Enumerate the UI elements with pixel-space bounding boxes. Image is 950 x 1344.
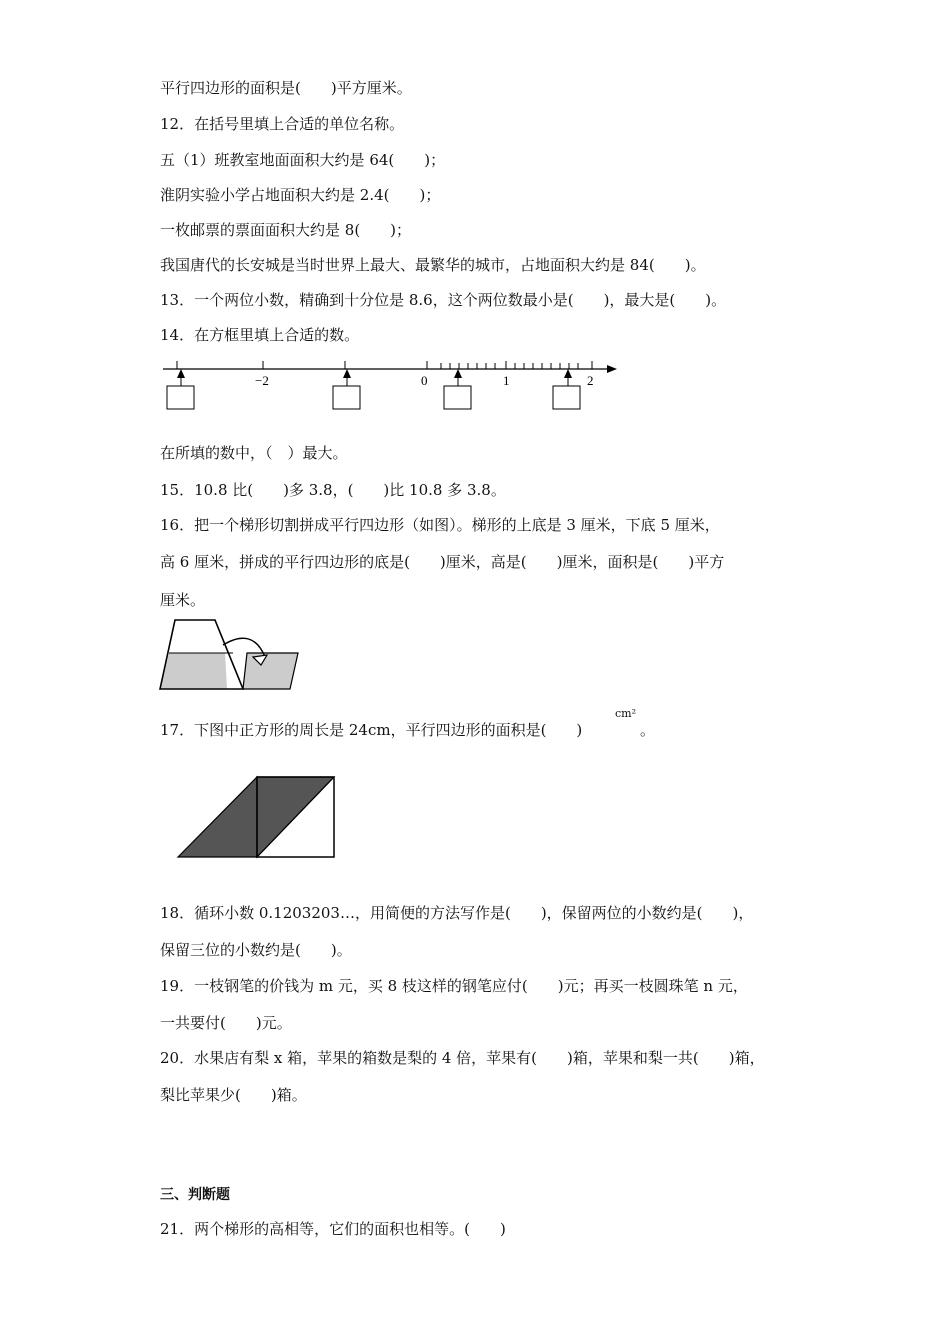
- q12-stem: 12．在括号里填上合适的单位名称。: [160, 115, 405, 133]
- q14-tail: 在所填的数中，（ ）最大。: [160, 444, 348, 462]
- q18-line-2: 保留三位的小数约是( )。: [160, 941, 352, 959]
- q15: 15．10.8 比( )多 3.8，( )比 10.8 多 3.8。: [160, 481, 506, 499]
- q14-stem: 14．在方框里填上合适的数。: [160, 326, 360, 344]
- tick-label-0: 0: [421, 373, 428, 388]
- square-parallelogram-figure: [172, 772, 342, 864]
- q11-tail: 平行四边形的面积是( )平方厘米。: [160, 79, 412, 97]
- q16-line-3: 厘米。: [160, 591, 206, 609]
- q20-line-2: 梨比苹果少( )箱。: [160, 1086, 307, 1104]
- q18-line-1: 18．循环小数 0.1203203…，用简便的方法写作是( )，保留两位的小数约是( )，: [160, 904, 754, 922]
- answer-box-1: [167, 386, 194, 409]
- q12-item-2: 淮阴实验小学占地面积大约是 2.4( )；: [160, 186, 441, 204]
- q12-item-1: 五（1）班教室地面面积大约是 64( )；: [160, 151, 446, 169]
- q19-line-2: 一共要付( )元。: [160, 1014, 292, 1032]
- tick-label-2: 2: [587, 373, 594, 388]
- q12-item-4: 我国唐代的长安城是当时世界上最大、最繁华的城市，占地面积大约是 84( )。: [160, 256, 706, 274]
- q20-line-1: 20．水果店有梨 x 箱，苹果的箱数是梨的 4 倍，苹果有( )箱，苹果和梨一共( )箱，: [160, 1049, 765, 1067]
- answer-box-3: [444, 386, 471, 409]
- answer-box-2: [333, 386, 360, 409]
- arrow-markers: [177, 369, 572, 386]
- q17-period: 。: [640, 721, 656, 739]
- trapezoid-figure: [155, 615, 305, 695]
- q17: 17．下图中正方形的周长是 24cm，平行四边形的面积是( ): [160, 721, 583, 739]
- q12-item-3: 一枚邮票的票面面积大约是 8( )；: [160, 221, 412, 239]
- unit-cm2: cm²: [615, 707, 637, 720]
- answer-box-4: [553, 386, 580, 409]
- q19-line-1: 19．一枝钢笔的价钱为 m 元，买 8 枝这样的钢笔应付( )元；再买一枝圆珠笔 n 元，: [160, 977, 748, 995]
- q16-line-2: 高 6 厘米，拼成的平行四边形的底是( )厘米，高是( )厘米，面积是( )平方: [160, 553, 725, 571]
- tick-label-1: 1: [503, 373, 510, 388]
- q13: 13．一个两位小数，精确到十分位是 8.6，这个两位数最小是( )，最大是( )。: [160, 291, 727, 309]
- section-heading-judgement: 三、判断题: [160, 1187, 230, 1203]
- q21: 21．两个梯形的高相等，它们的面积也相等。( ): [160, 1220, 506, 1238]
- number-line-figure: [155, 352, 635, 414]
- q16-line-1: 16．把一个梯形切割拼成平行四边形（如图）。梯形的上底是 3 厘米，下底 5 厘米，: [160, 516, 720, 534]
- tick-label-neg2: −2: [255, 373, 269, 388]
